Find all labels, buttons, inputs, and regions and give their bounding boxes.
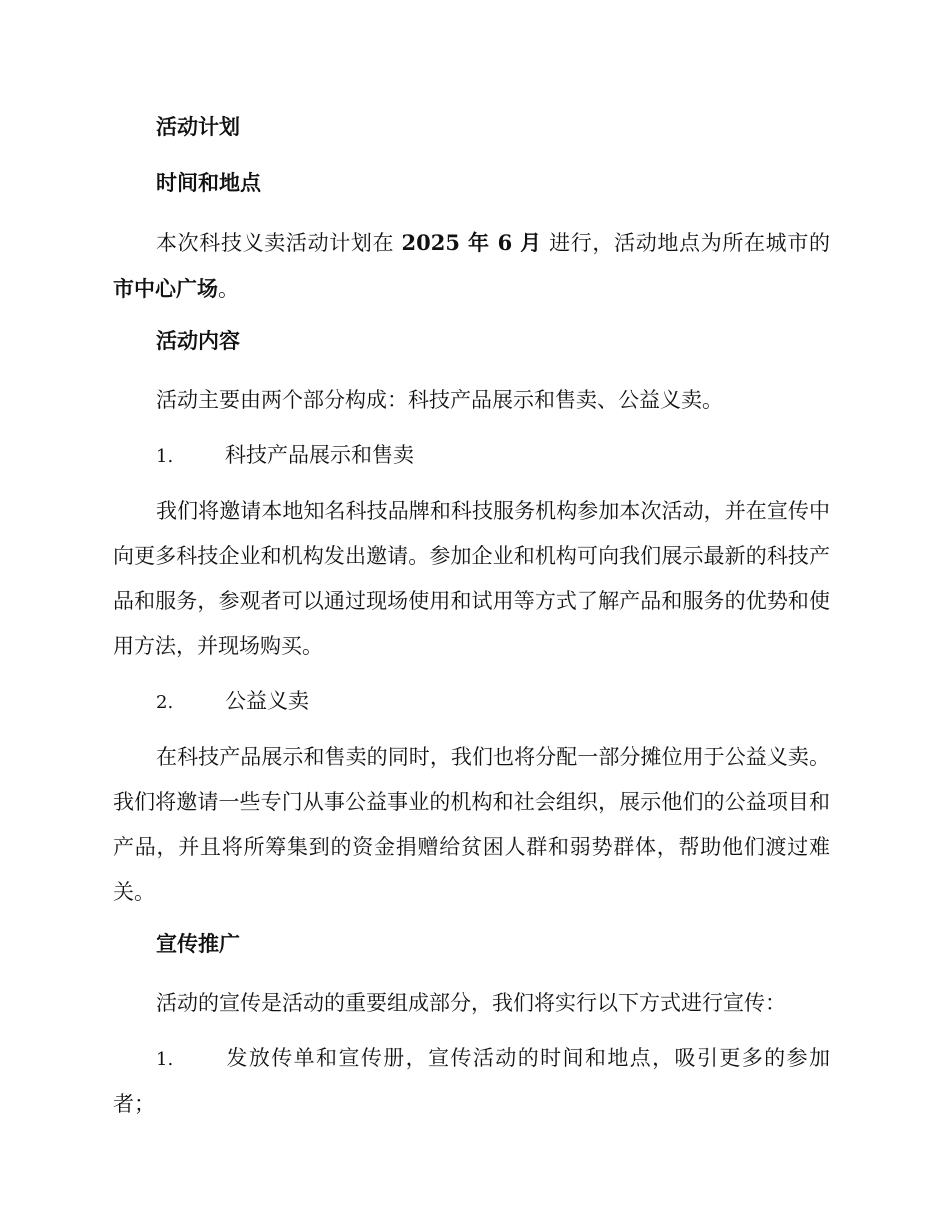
list-item-title: 公益义卖 [225, 689, 309, 713]
text-segment: 。 [218, 277, 239, 301]
list-item-title: 科技产品展示和售卖 [225, 443, 414, 467]
paragraph-tech-products: 我们将邀请本地知名科技品牌和科技服务机构参加本次活动，并在宣传中向更多科技企业和机构发出邀请。参加企业和机构可向我们展示最新的科技产品和服务，参观者可以通过现场使用和试用等方式了解产品和服务的优势和使用方法，并现场购买。 [113, 499, 830, 658]
list-number: 2. [156, 692, 174, 713]
list-number: 1. [156, 1049, 174, 1070]
list-number: 1. [156, 446, 174, 467]
section-heading-activity-content: 活动内容 [156, 328, 240, 353]
list-item-charity-sale [113, 679, 830, 725]
text-segment: 本次科技义卖活动计划在 [156, 231, 402, 255]
paragraph-charity-sale: 在科技产品展示和售卖的同时，我们也将分配一部分摊位用于公益义卖。我们将邀请一些专门从事公益事业的机构和社会组织，展示他们的公益项目和产品，并且将所筹集到的资金捐赠给贫困人群和弱势群体，帮助他们渡过难关。 [113, 745, 830, 904]
list-item-tech-products [113, 433, 830, 479]
list-item-text: 发放传单和宣传册，宣传活动的时间和地点，吸引更多的参加者； [113, 1046, 830, 1116]
section-heading-time-location: 时间和地点 [156, 170, 261, 195]
paragraph-activity-intro: 活动主要由两个部分构成：科技产品展示和售卖、公益义卖。 [156, 388, 723, 412]
paragraph-time-location [113, 220, 830, 312]
paragraph-promotion-intro: 活动的宣传是活动的重要组成部分，我们将实行以下方式进行宣传： [156, 991, 786, 1015]
document-page [113, 108, 830, 1137]
section-heading-promotion: 宣传推广 [156, 931, 240, 956]
bold-location: 市中心广场 [113, 276, 218, 301]
text-segment: 进行，活动地点为所在城市的 [541, 231, 830, 255]
document-title: 活动计划 [156, 114, 240, 139]
list-item-flyers [113, 1036, 830, 1127]
bold-date: 2025 年 6 月 [401, 230, 542, 255]
